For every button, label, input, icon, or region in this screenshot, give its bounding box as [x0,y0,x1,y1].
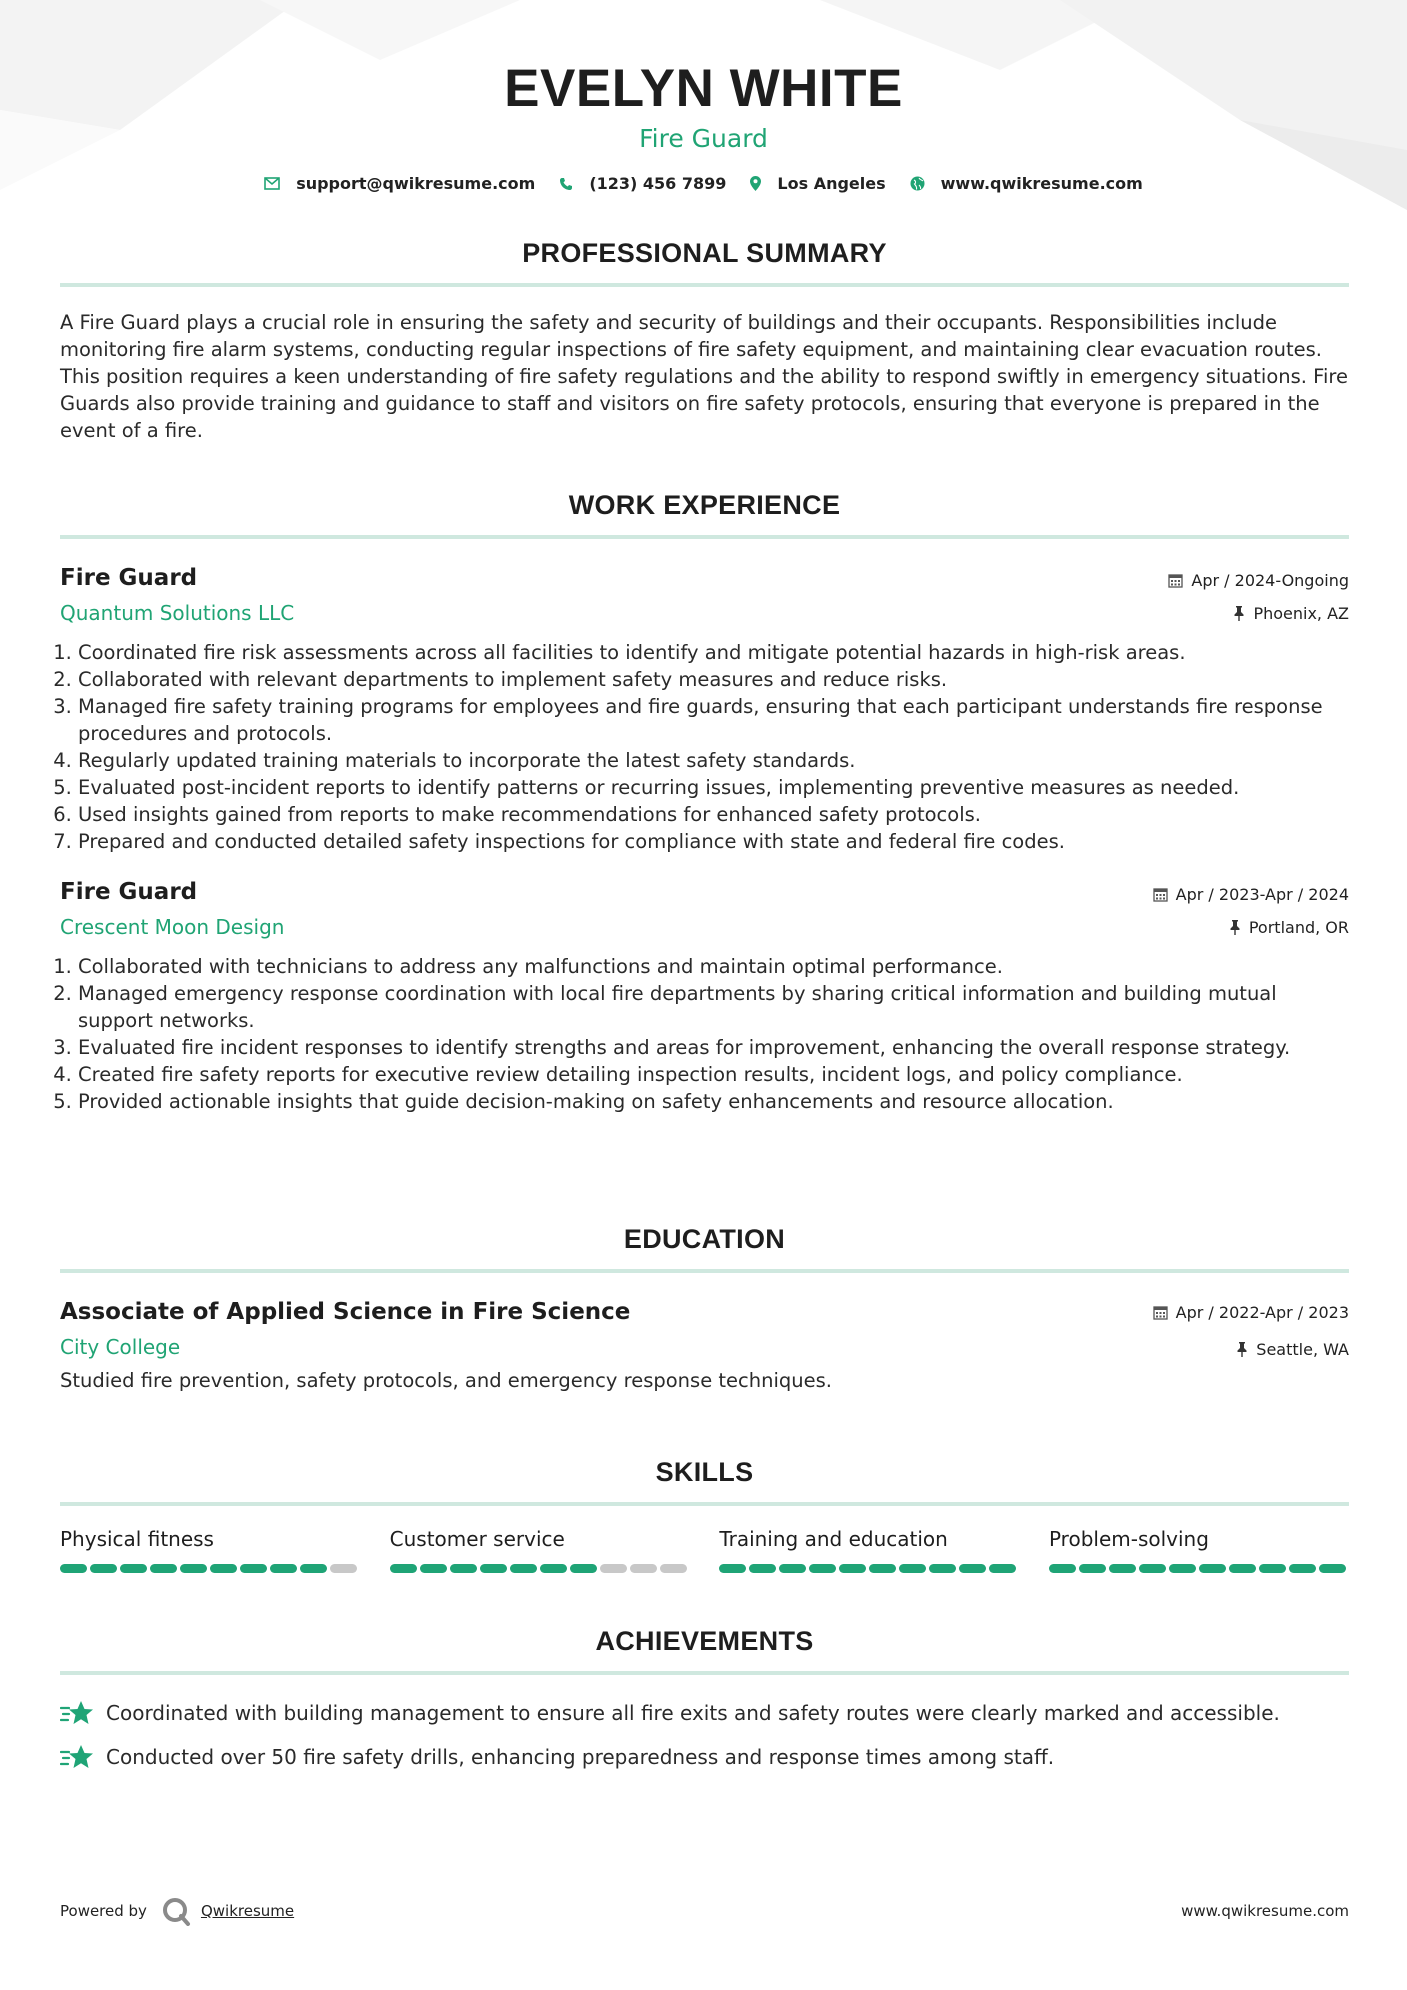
skill-level-segment [899,1564,926,1573]
summary-text: A Fire Guard plays a crucial role in ensuring the safety and security of buildings and their occupants. Responsibilities include monitoring fire alarm systems, conducting regular inspections of fire safety equipment, and maintaining clear evacuation routes. This position requires a keen understanding of fire safety regulations and the ability to respond swiftly in emergency situations. Fire Guards also provide training and guidance to staff and visitors on fire safety protocols, ensuring that everyone is prepared in the event of a fire. [60,311,1348,442]
skill-name: Physical fitness [60,1527,214,1551]
pushpin-icon [1229,920,1241,935]
achievements-heading: ACHIEVEMENTS [595,1626,814,1656]
job-entry [60,877,1349,1115]
skill-level-segment [630,1564,657,1573]
job-entry [60,563,1349,855]
skill-level-segment [420,1564,447,1573]
job-company: Quantum Solutions LLC [60,601,295,625]
skill-level-segment [839,1564,866,1573]
skills-heading: SKILLS [655,1457,754,1487]
skill-level-segment [929,1564,956,1573]
education-entry [60,1297,1349,1394]
experience-section [60,490,1349,1115]
education-dates [1153,1301,1349,1323]
list-item: 3. Evaluated fire incident responses to identify strengths and areas for improvement, enhancing the overall response strategy. [78,1034,1349,1061]
job-location-text: Portland, OR [1248,917,1349,937]
education-heading: EDUCATION [623,1224,786,1254]
achievement-item [60,1699,1349,1727]
qwikresume-logo-icon [161,1896,191,1926]
skill-level-segment [1199,1564,1226,1573]
achievements-section [60,1626,1349,1787]
list-item: 4. Created fire safety reports for executive review detailing inspection results, incident logs, and policy compliance. [78,1061,1349,1088]
qwikresume-link[interactable]: Qwikresume [200,1902,295,1920]
section-divider [60,1269,1349,1273]
job-location [1153,916,1349,938]
job-title: Fire Guard [60,879,198,905]
skill-item [1049,1526,1349,1573]
job-company: Crescent Moon Design [60,915,285,939]
achievement-text: Coordinated with building management to ensure all fire exits and safety routes were clearly marked and accessible. [106,1701,1280,1725]
job-bullets [60,953,1349,1115]
skill-level-segment [809,1564,836,1573]
experience-heading: WORK EXPERIENCE [568,490,841,520]
skill-level-segment [1049,1564,1076,1573]
list-item: 3. Managed fire safety training programs for employees and fire guards, ensuring that each participant understands fire response procedures and protocols. [78,693,1349,747]
education-dates-text: Apr / 2022-Apr / 2023 [1175,1302,1349,1322]
star-icon [60,1699,94,1727]
page-footer [60,1896,1349,1926]
skills-section [60,1457,1349,1573]
school-name: City College [60,1335,181,1359]
job-dates-text: Apr / 2023-Apr / 2024 [1175,884,1349,904]
education-section [60,1224,1349,1394]
skill-level-segment [450,1564,477,1573]
skill-level-segment [779,1564,806,1573]
job-dates-text: Apr / 2024-Ongoing [1191,570,1349,590]
achievement-item [60,1743,1349,1771]
contact-location [750,174,885,193]
education-location [1153,1338,1349,1360]
skill-level-segment [120,1564,147,1573]
skill-level-segment [480,1564,507,1573]
skill-level-segment [270,1564,297,1573]
contact-email[interactable] [264,174,535,193]
powered-by [60,1896,294,1926]
skill-level-bar [719,1564,1019,1573]
list-item: 5. Evaluated post-incident reports to identify patterns or recurring issues, implementing preventive measures as needed. [78,774,1349,801]
contact-email-text: support@qwikresume.com [296,174,536,193]
skill-item [719,1526,1019,1573]
list-item: 4. Regularly updated training materials to incorporate the latest safety standards. [78,747,1349,774]
list-item: 2. Collaborated with relevant departments to implement safety measures and reduce risks. [78,666,1349,693]
map-marker-icon [750,176,761,191]
skill-level-segment [1169,1564,1196,1573]
skill-level-segment [1259,1564,1286,1573]
achievement-text: Conducted over 50 fire safety drills, enhancing preparedness and response times among staff. [106,1745,1055,1769]
skill-level-bar [390,1564,690,1573]
list-item: 1. Collaborated with technicians to address any malfunctions and maintain optimal performance. [78,953,1349,980]
section-divider [60,535,1349,539]
phone-icon [559,177,573,191]
skill-level-segment [570,1564,597,1573]
skill-item [390,1526,690,1573]
skill-level-segment [240,1564,267,1573]
skill-level-segment [150,1564,177,1573]
footer-website[interactable]: www.qwikresume.com [1181,1902,1349,1920]
calendar-icon [1153,887,1168,902]
job-bullets [60,639,1349,855]
globe-icon [910,176,925,191]
skill-level-segment [300,1564,327,1573]
section-divider [60,283,1349,287]
skill-level-segment [90,1564,117,1573]
skill-level-segment [959,1564,986,1573]
list-item: 2. Managed emergency response coordination with local fire departments by sharing critical information and building mutual support networks. [78,980,1349,1034]
job-location-text: Phoenix, AZ [1253,603,1349,623]
skills-list [60,1526,1349,1573]
skill-level-segment [510,1564,537,1573]
calendar-icon [1153,1305,1168,1320]
contact-website-text: www.qwikresume.com [940,174,1143,193]
skill-level-segment [1289,1564,1316,1573]
job-dates [1168,569,1349,591]
skill-name: Training and education [719,1527,948,1551]
list-item: 7. Prepared and conducted detailed safety inspections for compliance with state and federal fire codes. [78,828,1349,855]
skill-level-segment [330,1564,357,1573]
contact-website[interactable] [910,174,1143,193]
skill-level-segment [390,1564,417,1573]
candidate-name: EVELYN WHITE [504,59,903,118]
job-dates [1153,883,1349,905]
skill-level-bar [1049,1564,1349,1573]
envelope-icon [264,177,280,190]
skill-level-segment [1139,1564,1166,1573]
skill-name: Problem-solving [1048,1527,1209,1551]
skill-level-segment [989,1564,1016,1573]
skill-level-segment [1079,1564,1106,1573]
contact-phone[interactable] [559,174,726,193]
list-item: 6. Used insights gained from reports to make recommendations for enhanced safety protocols. [78,801,1349,828]
skill-level-segment [210,1564,237,1573]
powered-by-label: Powered by [60,1902,147,1920]
skill-level-segment [869,1564,896,1573]
skill-level-segment [1109,1564,1136,1573]
skill-level-segment [180,1564,207,1573]
job-location [1168,602,1349,624]
skill-name: Customer service [389,1527,565,1551]
skill-level-segment [600,1564,627,1573]
skill-level-segment [540,1564,567,1573]
skill-level-segment [1319,1564,1346,1573]
list-item: 5. Provided actionable insights that guide decision-making on safety enhancements and resource allocation. [78,1088,1349,1115]
skill-level-segment [1229,1564,1256,1573]
job-title: Fire Guard [60,565,198,591]
degree-title: Associate of Applied Science in Fire Science [60,1299,631,1325]
summary-section [60,238,1349,444]
achievements-list [60,1699,1349,1771]
education-description: Studied fire prevention, safety protocols, and emergency response techniques. [60,1369,832,1392]
contact-phone-text: (123) 456 7899 [589,174,727,193]
skill-level-bar [60,1564,360,1573]
list-item: 1. Coordinated fire risk assessments across all facilities to identify and mitigate potential hazards in high-risk areas. [78,639,1349,666]
pushpin-icon [1236,1342,1248,1357]
star-icon [60,1743,94,1771]
skill-item [60,1526,360,1573]
candidate-title: Fire Guard [639,124,768,153]
education-location-text: Seattle, WA [1256,1339,1349,1359]
resume-header [0,0,1407,193]
pushpin-icon [1233,606,1245,621]
calendar-icon [1168,573,1183,588]
section-divider [60,1671,1349,1675]
contact-location-text: Los Angeles [777,174,886,193]
skill-level-segment [660,1564,687,1573]
section-divider [60,1502,1349,1506]
skill-level-segment [749,1564,776,1573]
summary-heading: PROFESSIONAL SUMMARY [522,238,887,268]
skill-level-segment [719,1564,746,1573]
skill-level-segment [60,1564,87,1573]
contact-bar [0,174,1407,193]
